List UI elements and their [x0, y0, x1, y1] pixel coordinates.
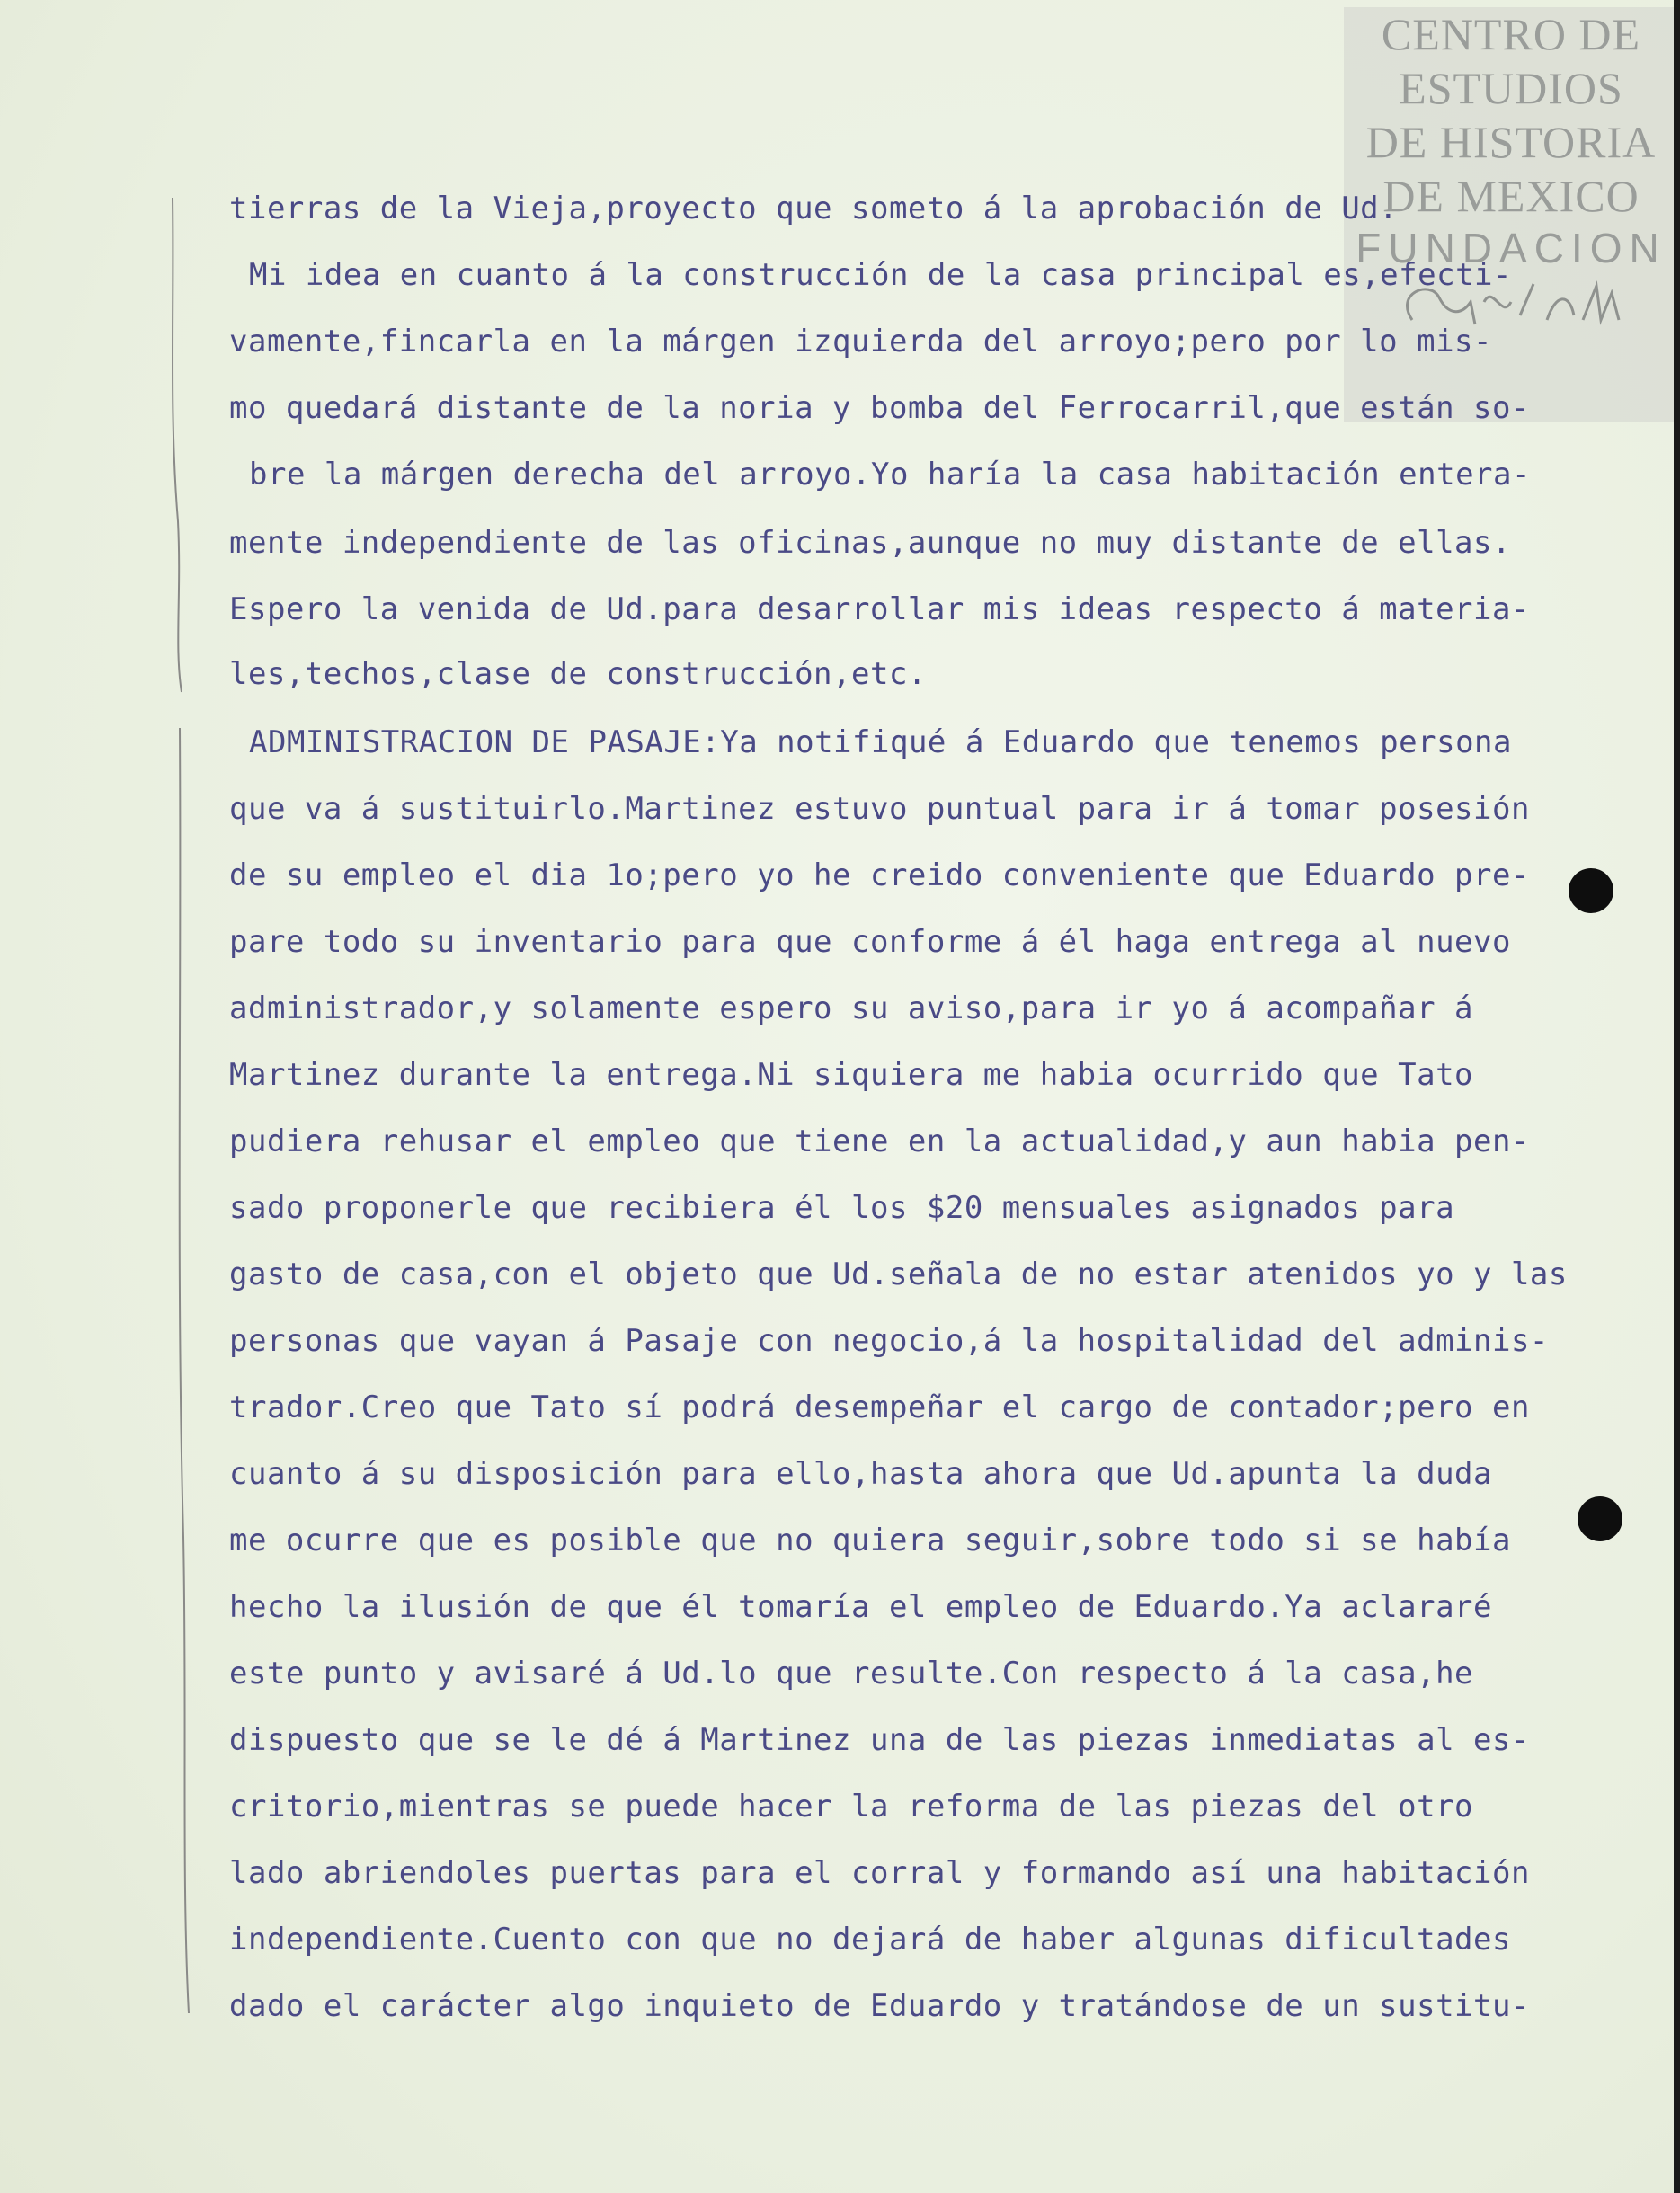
- text-line-4: mo quedará distante de la noria y bomba del Ferrocarril,que están so-: [229, 390, 1530, 426]
- scan-edge: [1674, 0, 1680, 2193]
- text-line-22: hecho la ilusión de que él tomaría el empleo de Eduardo.Ya aclararé: [229, 1589, 1492, 1625]
- left-margin-line-upper: [162, 198, 198, 701]
- text-line-27: independiente.Cuento con que no dejará de haber algunas dificultades: [229, 1922, 1511, 1958]
- stamp-line-4: DE MEXICO: [1382, 171, 1640, 221]
- section-heading-line: ADMINISTRACION DE PASAJE:Ya notifiqué á Eduardo que tenemos persona: [249, 724, 1512, 760]
- text-line-2: Mi idea en cuanto á la construcción de la casa principal es,efecti-: [249, 257, 1512, 293]
- text-line-23: este punto y avisaré á Ud.lo que resulte.Con respecto á la casa,he: [229, 1656, 1474, 1691]
- text-line-15: pudiera rehusar el empleo que tiene en la actualidad,y aun habia pen-: [229, 1123, 1530, 1159]
- text-line-13: administrador,y solamente espero su aviso,para ir yo á acompañar á: [229, 990, 1474, 1026]
- text-line-20: cuanto á su disposición para ello,hasta ahora que Ud.apunta la duda: [229, 1456, 1492, 1492]
- text-line-24: dispuesto que se le dé á Martinez una de las piezas inmediatas al es-: [229, 1722, 1530, 1758]
- text-line-3: vamente,fincarla en la márgen izquierda del arroyo;pero por lo mis-: [229, 324, 1492, 360]
- text-line-1: tierras de la Vieja,proyecto que someto á la aprobación de Ud.: [229, 191, 1399, 226]
- text-line-12: pare todo su inventario para que conforme á él haga entrega al nuevo: [229, 924, 1511, 960]
- punch-hole-upper: [1569, 868, 1613, 913]
- text-line-10: que va á sustituirlo.Martinez estuvo puntual para ir á tomar posesión: [229, 791, 1530, 827]
- stamp-line-1: CENTRO DE: [1381, 9, 1641, 59]
- text-line-19: trador.Creo que Tato sí podrá desempeñar el cargo de contador;pero en: [229, 1389, 1530, 1425]
- text-line-25: critorio,mientras se puede hacer la reforma de las piezas del otro: [229, 1789, 1474, 1825]
- text-line-8: les,techos,clase de construcción,etc.: [229, 656, 927, 692]
- text-line-18: personas que vayan á Pasaje con negocio,á la hospitalidad del adminis-: [229, 1323, 1549, 1359]
- punch-hole-lower: [1578, 1496, 1622, 1541]
- text-line-28: dado el carácter algo inquieto de Eduardo y tratándose de un sustitu-: [229, 1988, 1530, 2024]
- stamp-line-3: DE HISTORIA: [1365, 117, 1657, 167]
- text-line-26: lado abriendoles puertas para el corral y formando así una habitación: [229, 1855, 1530, 1891]
- text-line-17: gasto de casa,con el objeto que Ud.señala de no estar atenidos yo y las: [229, 1256, 1568, 1292]
- text-line-11: de su empleo el dia 1o;pero yo he creido conveniente que Eduardo pre-: [229, 857, 1530, 893]
- text-line-6: mente independiente de las oficinas,aunque no muy distante de ellas.: [229, 525, 1511, 561]
- text-line-14: Martinez durante la entrega.Ni siquiera me habia ocurrido que Tato: [229, 1057, 1474, 1093]
- left-margin-line-lower: [162, 728, 198, 2022]
- text-line-16: sado proponerle que recibiera él los $20 mensuales asignados para: [229, 1190, 1455, 1226]
- stamp-line-2: ESTUDIOS: [1399, 63, 1623, 113]
- stamp-foundation: FUNDACION: [1356, 225, 1667, 271]
- text-line-21: me ocurre que es posible que no quiera seguir,sobre todo si se había: [229, 1523, 1511, 1558]
- text-line-5: bre la márgen derecha del arroyo.Yo haría la casa habitación entera-: [249, 457, 1531, 493]
- text-line-7: Espero la venida de Ud.para desarrollar mis ideas respecto á materia-: [229, 591, 1530, 627]
